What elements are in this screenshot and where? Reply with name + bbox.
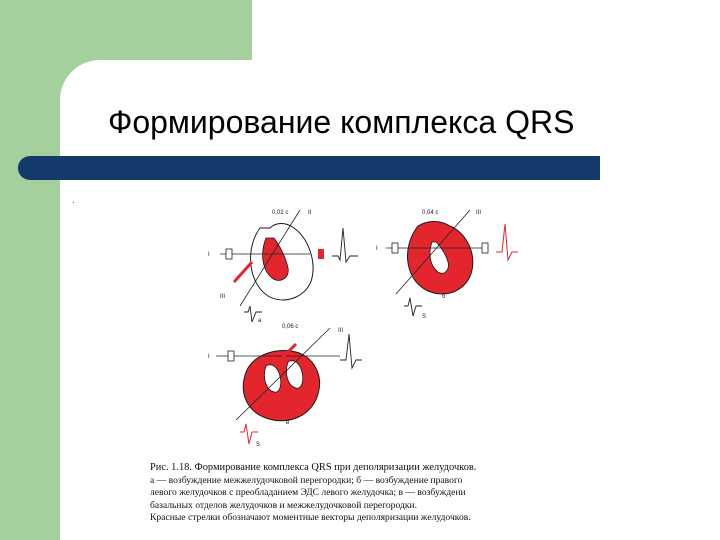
panel-a-lead-label-i: I — [208, 252, 210, 258]
panel-a-lead-label-ii: II — [308, 210, 312, 216]
panel-a-electrode-right — [318, 249, 324, 259]
panel-c-letter: в — [286, 420, 290, 426]
panel-b-electrode-right — [482, 243, 488, 253]
panel-b-time: 0,04 с — [422, 210, 439, 216]
panel-b-letter: б — [442, 294, 446, 300]
panel-c-heart — [243, 351, 319, 421]
panel-b-electrode-left — [392, 243, 398, 253]
figure-caption — [150, 462, 550, 525]
stray-dot: . — [72, 195, 75, 206]
panel-b-lead-label-iii: III — [476, 210, 482, 216]
panel-c-lead-label-i: I — [208, 354, 210, 360]
panel-a-vector-arrow — [234, 262, 252, 282]
caption-line-4: базальных отделов желудочков и межжелудочковой перегородки. — [150, 499, 418, 511]
panel-b-letter-s: S — [422, 314, 427, 320]
caption-line-2: а — возбуждение межжелудочковой перегородки; б — возбуждение правого — [150, 474, 463, 486]
panel-a-lead-label-iii: III — [220, 294, 226, 300]
panel-c-lead-label-iii: III — [338, 328, 344, 334]
panel-a — [208, 210, 358, 324]
panel-a-electrode-left — [226, 249, 232, 259]
panel-a-time: 0,02 с — [272, 210, 289, 216]
panel-c-electrode-left — [228, 351, 234, 361]
qrs-figure — [200, 198, 560, 454]
panel-c-qrs-trace — [340, 334, 362, 368]
panel-c-letter-s: S — [256, 442, 261, 448]
panel-c-time: 0,06 с — [282, 324, 299, 330]
caption-line-1: Рис. 1.18. Формирование комплекса QRS при деполяризации желудочков. — [150, 462, 477, 473]
panel-a-qrs-trace — [332, 228, 358, 262]
panel-b-qrs-trace-2 — [404, 298, 422, 316]
caption-line-3: левого желудочков с преобладанием ЭДС левого желудочка; в — возбуждени — [150, 487, 466, 499]
slide-title: Формирование комплекса QRS — [108, 104, 575, 140]
panel-b — [376, 210, 518, 320]
panel-a-letter: а — [258, 318, 262, 324]
panel-b-qrs-trace — [496, 224, 518, 260]
caption-line-5: Красные стрелки обозначают моментные векторы деполяризации желудочков. — [150, 512, 471, 524]
panel-c — [208, 324, 362, 448]
panel-b-lead-label-i: I — [376, 246, 378, 252]
title-underline-bar — [18, 156, 600, 180]
panel-c-qrs-trace-2 — [240, 424, 258, 444]
